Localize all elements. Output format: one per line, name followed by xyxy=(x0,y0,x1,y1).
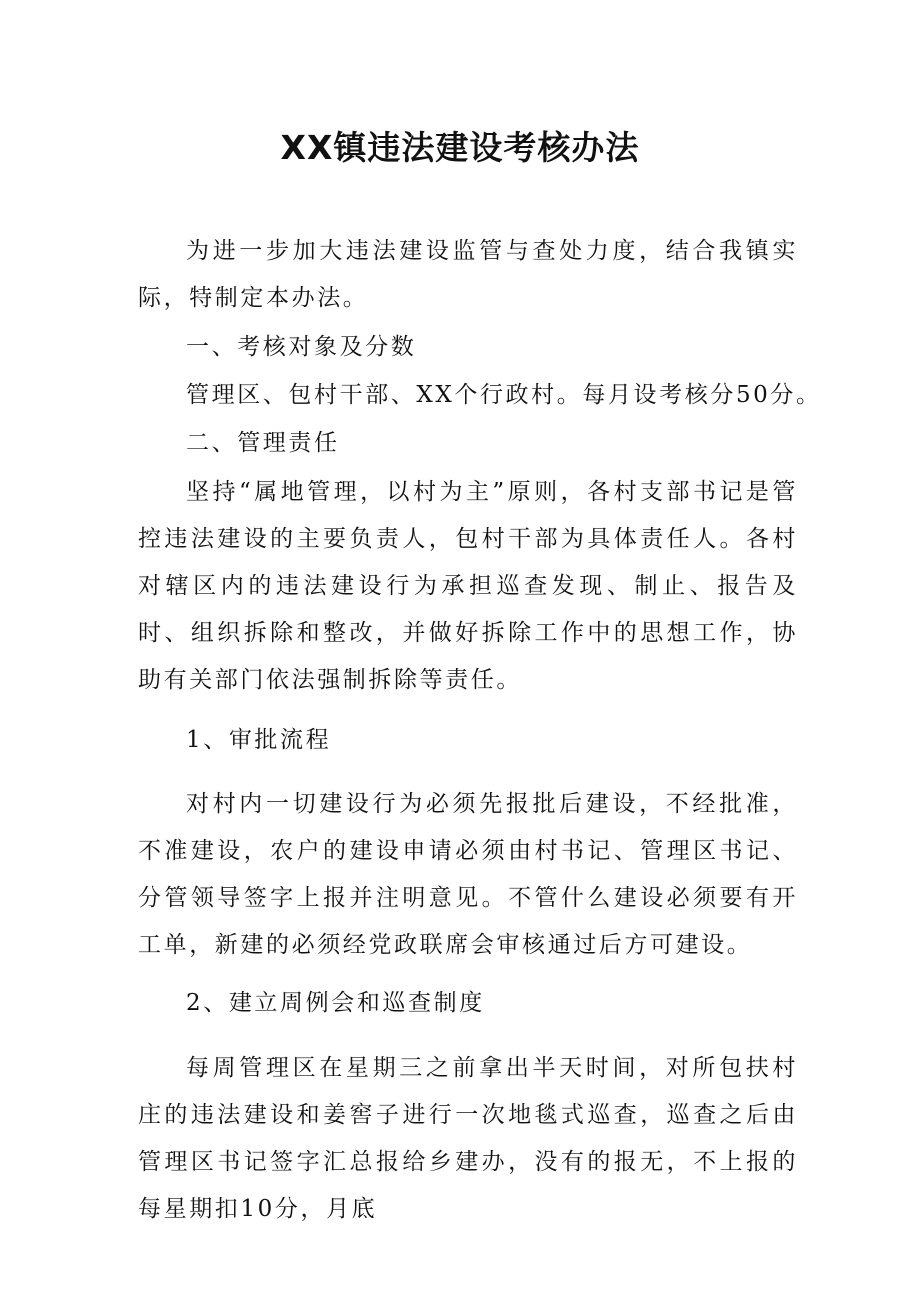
item1-body: 对村内一切建设行为必须先报批后建设，不经批准，不准建设，农户的建设申请必须由村书记、管理区书记、分管领导签字上报并注明意见。不管什么建设必须要有开工单，新建的必须经党政联席会审核通过后方可建设。 xyxy=(138,791,798,958)
item2-body: 每周管理区在星期三之前拿出半天时间，对所包扶村庄的违法建设和姜窖子进行一次地毯式巡查，巡查之后由管理区书记签字汇总报给乡建办，没有的报无，不上报的每星期扣10分，月底 xyxy=(138,1055,798,1222)
item1-heading: 1、审批流程 xyxy=(186,727,332,753)
section1-heading: 一、考核对象及分数 xyxy=(186,334,417,360)
document-title: XX镇违法建设考核办法 xyxy=(280,128,640,167)
item2-heading: 2、建立周例会和巡查制度 xyxy=(186,990,485,1016)
section2-heading: 二、管理责任 xyxy=(186,430,340,456)
section2-body: 坚持“属地管理，以村为主”原则，各村支部书记是管控违法建设的主要负责人，包村干部为具体责任人。各村对辖区内的违法建设行为承担巡查发现、制止、报告及时、组织拆除和整改，并做好拆除工作中的思想工作，协助有关部门依法强制拆除等责任。 xyxy=(138,479,798,693)
section1-body: 管理区、包村干部、XX个行政村。每月设考核分50分。 xyxy=(186,382,822,408)
intro-paragraph: 为进一步加大违法建设监管与查处力度，结合我镇实际，特制定本办法。 xyxy=(138,238,798,311)
